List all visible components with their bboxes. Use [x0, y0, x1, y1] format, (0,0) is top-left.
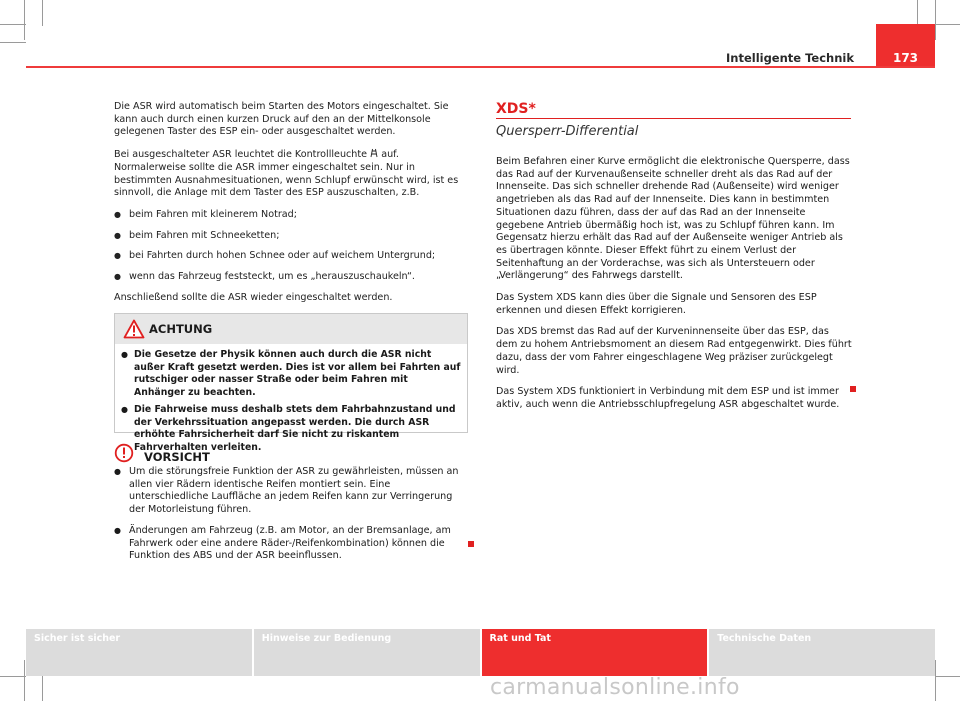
- paragraph-text: auf. Normalerweise sollte die ASR immer eingeschaltet sein. Nur in bestimmten Ausnahmesituationen, wenn Schlupf erwünscht wird, ist es sinnvoll, die Anlage mit dem Taster des ESP auszuschalten, z.B.: [114, 149, 459, 199]
- caution-item: ● Änderungen am Fahrzeug (z.B. am Motor, an der Bremsanlage, am Fahrwerk oder eine andere Räder-/Reifenkombination) können die Funktion des ABS und der ASR beeinflussen.: [114, 525, 466, 563]
- list-item: ● wenn das Fahrzeug feststeckt, um es „herauszuschaukeln“.: [114, 271, 468, 284]
- tab-technische-daten[interactable]: Technische Daten: [709, 629, 935, 676]
- list-item: ● beim Fahren mit kleinerem Notrad;: [114, 209, 468, 222]
- crop-mark: [42, 676, 43, 701]
- list-item: ● beim Fahren mit Schneeketten;: [114, 230, 468, 243]
- crop-mark: [42, 0, 43, 26]
- list-item: ● bei Fahrten durch hohen Schnee oder auf weichem Untergrund;: [114, 250, 468, 263]
- chapter-tabs: [26, 629, 935, 676]
- left-column: [114, 101, 468, 313]
- warning-body: [115, 344, 467, 454]
- paragraph: Das System XDS funktioniert in Verbindung mit dem ESP und ist immer aktiv, auch wenn die Antriebsschlupfregelung ASR abgeschaltet wurde.: [496, 386, 840, 410]
- xds-heading: XDS*: [496, 101, 536, 117]
- section-end-marker: [468, 541, 474, 547]
- crop-mark: [935, 24, 960, 25]
- crop-mark: [935, 676, 960, 677]
- crop-mark: [0, 42, 26, 43]
- caution-icon: [114, 443, 134, 463]
- crop-mark: [935, 660, 936, 701]
- tab-sicher-ist-sicher[interactable]: Sicher ist sicher: [26, 629, 252, 676]
- warning-triangle-icon: [123, 319, 145, 339]
- asr-warning-light-icon: [370, 148, 378, 158]
- crop-mark: [917, 0, 918, 26]
- paragraph: Anschließend sollte die ASR wieder eingeschaltet werden.: [114, 291, 393, 303]
- header-divider: [26, 66, 935, 68]
- xds-body: [496, 156, 852, 421]
- page-number: 173: [892, 51, 919, 65]
- section-end-marker: [850, 386, 856, 392]
- warning-item: ● Die Gesetze der Physik können auch durch die ASR nicht außer Kraft gesetzt werden. Dies ist vor allem bei Fahrten auf rutschiger oder nasser Straße oder beim Fahren mit Anhänger zu beachten.: [121, 349, 461, 399]
- caution-item: ● Um die störungsfreie Funktion der ASR zu gewährleisten, müssen an allen vier Rädern identische Reifen montiert sein. Eine unterschiedliche Lauffläche an jedem Reifen kann zur Verringerung der Motorleistung führen.: [114, 466, 466, 517]
- paragraph-text: Bei ausgeschalteter ASR leuchtet die Kontrollleuchte: [114, 149, 368, 161]
- paragraph: Die ASR wird automatisch beim Starten des Motors eingeschaltet. Sie kann auch durch einen kurzen Druck auf den an der Mittelkonsole gelegenen Taster des ESP ein- oder ausgeschaltet werden.: [114, 101, 449, 138]
- paragraph: [114, 148, 468, 200]
- paragraph: Beim Befahren einer Kurve ermöglicht die elektronische Quersperre, dass das Rad auf der Kurvenaußenseite schneller dreht als das Rad auf der Innenseite. Das sich schneller drehende Rad (Außenseite) wird weniger angetrieben als das Rad auf der Innenseite. Dies kann in bestimmten Situationen dazu führen, dass der auf das Rad an der Innenseite gegebene Antrieb übermäßig hoch ist, was zu Schlupf führen kann. Im Gegensatz hierzu erhält das Rad auf der Außenseite weniger Antrieb als es übertragen könnte. Dieser Effekt führt zu einem Verlust der Seitenhaftung an der Vorderachse, was sich als Untersteuern oder „Verlängerung“ des Fahrwegs darstellt.: [496, 156, 850, 282]
- watermark: carmanualsonline.info: [490, 675, 740, 700]
- crop-mark: [0, 676, 26, 677]
- tab-hinweise-zur-bedienung[interactable]: Hinweise zur Bedienung: [254, 629, 480, 676]
- section-title: Intelligente Technik: [725, 51, 854, 65]
- crop-mark: [24, 660, 25, 701]
- xds-heading-rule: [496, 118, 851, 119]
- crop-mark: [0, 24, 26, 25]
- paragraph: Das System XDS kann dies über die Signale und Sensoren des ESP erkennen und diesen Effekt korrigieren.: [496, 292, 817, 316]
- xds-subtitle: Quersperr-Differential: [496, 124, 639, 139]
- crop-mark: [24, 0, 25, 40]
- warning-box: [114, 313, 468, 453]
- paragraph: Das XDS bremst das Rad auf der Kurveninnenseite über das ESP, das dem zu hohem Antriebsmoment an diesem Rad entgegenwirkt. Dies führt dazu, dass der vom Fahrer eingeschlagene Weg präziser zurückgelegt wird.: [496, 326, 852, 376]
- tab-rat-und-tat[interactable]: Rat und Tat: [482, 629, 708, 676]
- caution-title: VORSICHT: [144, 450, 210, 464]
- warning-title: ACHTUNG: [149, 322, 213, 336]
- crop-mark: [935, 0, 936, 40]
- caution-body: [114, 466, 466, 571]
- warning-item: ● Die Fahrweise muss deshalb stets dem Fahrbahnzustand und der Verkehrssituation angepasst werden. Die durch ASR erhöhte Fahrsicherheit darf Sie nicht zu riskantem Fahrverhalten verleiten.: [121, 404, 461, 454]
- warning-header: [115, 314, 467, 344]
